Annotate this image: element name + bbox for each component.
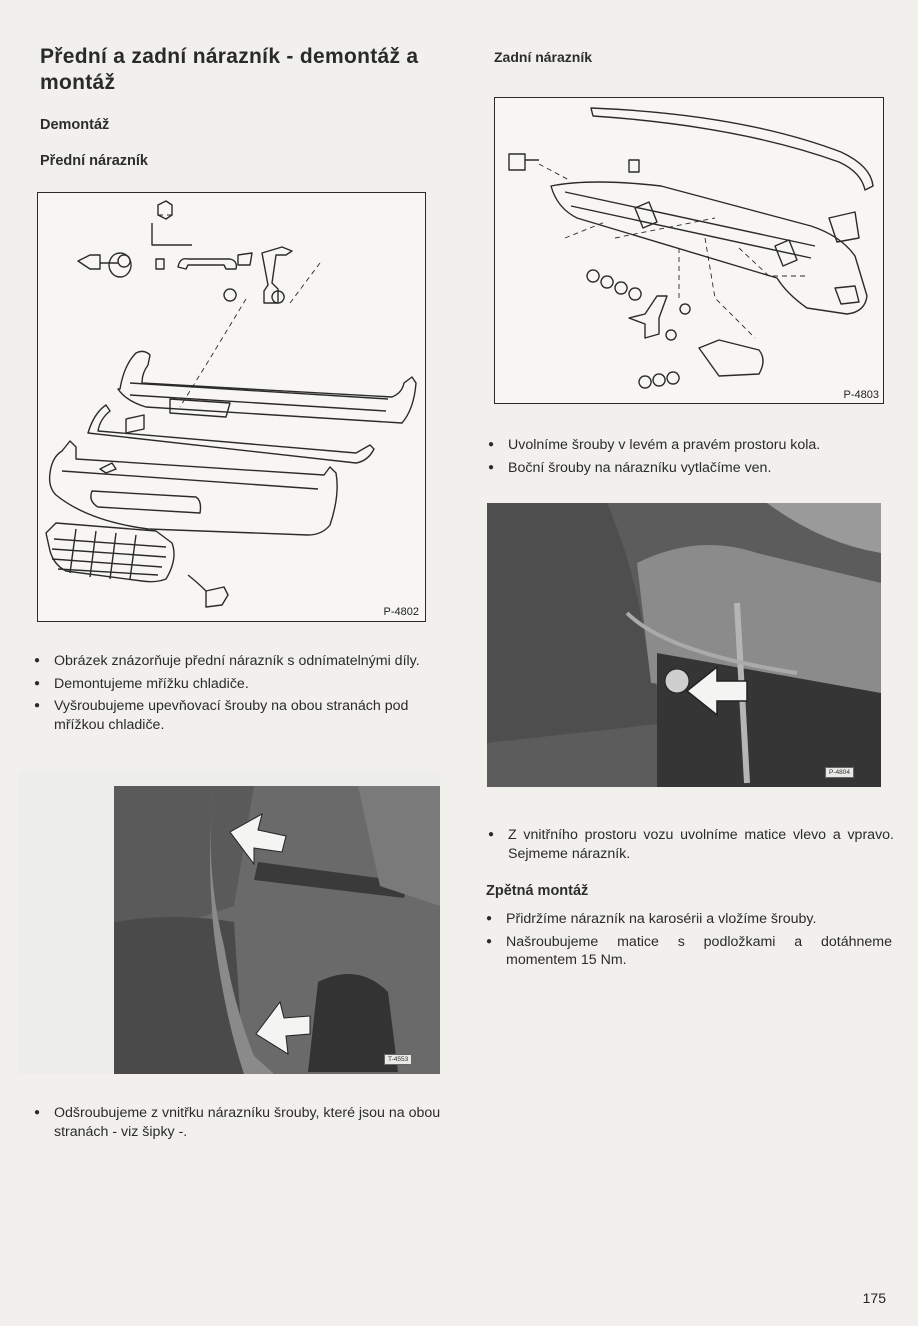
page-number: 175: [862, 1290, 886, 1306]
rear-bumper-exploded-diagram: [494, 97, 884, 404]
reassembly-steps: [486, 910, 892, 974]
front-bumper-heading: Přední nárazník: [40, 153, 148, 169]
list-item: ● Demontujeme mřížku chladiče.: [34, 675, 444, 694]
section-demontaz-heading: Demontáž: [40, 117, 110, 133]
wheel-well-photo-image: [487, 503, 881, 787]
list-item: ● Odšroubujeme z vnitřku nárazníku šrouby, které jsou na obou stranách - viz šipky -.: [34, 1104, 444, 1141]
rear-bumper-drawing: [495, 98, 883, 403]
interior-screws-steps: [34, 1104, 444, 1145]
front-bumper-drawing: [38, 193, 425, 621]
list-item: ● Vyšroubujeme upevňovací šrouby na obou stranách pod mřížkou chladiče.: [34, 697, 444, 734]
reassembly-heading: Zpětná montáž: [486, 883, 589, 899]
interior-nuts-steps: [488, 826, 894, 867]
bumper-interior-photo: [18, 772, 440, 1074]
list-item: ● Uvolníme šrouby v levém a pravém prostoru kola.: [488, 436, 888, 455]
list-item: ● Našroubujeme matice s podložkami a dotáhneme momentem 15 Nm.: [486, 933, 892, 970]
list-item: ● Z vnitřního prostoru vozu uvolníme matice vlevo a vpravo. Sejmeme nárazník.: [488, 826, 894, 863]
list-item: ● Přidržíme nárazník na karosérii a vložíme šrouby.: [486, 910, 892, 929]
figure-label-p4802: P-4802: [383, 606, 419, 618]
page-title: Přední a zadní nárazník - demontáž a montáž: [40, 45, 419, 94]
wheel-well-photo: [487, 503, 881, 787]
bumper-interior-photo-image: [18, 772, 440, 1074]
rear-bumper-heading: Zadní nárazník: [494, 49, 593, 65]
photo-label-t4553: T-4553: [384, 1054, 412, 1065]
front-bumper-steps: [34, 652, 444, 738]
photo-label-p4804: P-4804: [825, 767, 854, 778]
rear-bumper-steps: [488, 436, 888, 481]
list-item: ● Obrázek znázorňuje přední nárazník s odnímatelnými díly.: [34, 652, 444, 671]
list-item: ● Boční šrouby na nárazníku vytlačíme ven.: [488, 459, 888, 478]
front-bumper-exploded-diagram: [37, 192, 426, 622]
figure-label-p4803: P-4803: [843, 389, 879, 401]
